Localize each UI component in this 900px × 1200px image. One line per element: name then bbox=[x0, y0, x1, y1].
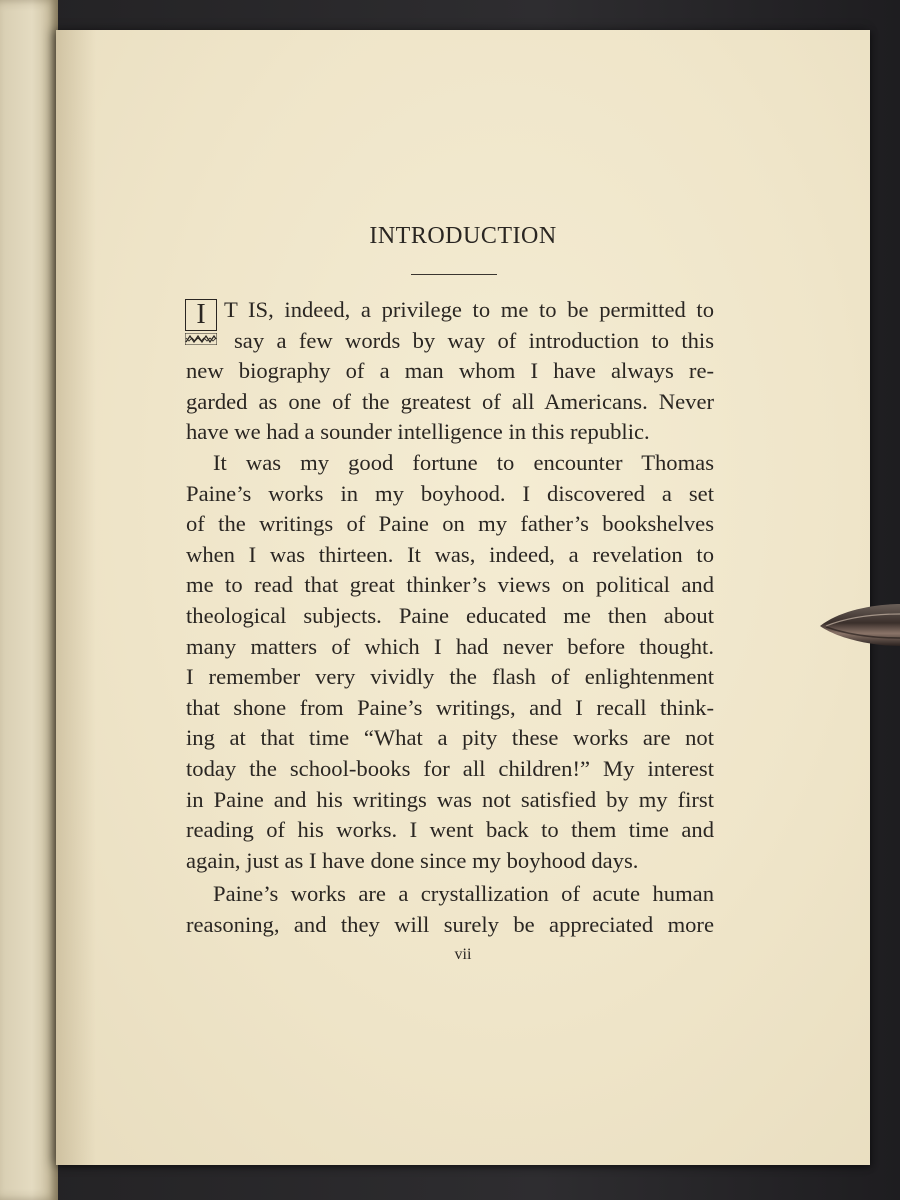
text-line: theological subjects. Paine educated me then about bbox=[186, 602, 714, 628]
text-line: me to read that great thinker’s views on political and bbox=[186, 572, 714, 598]
text-line: today the school-books for all children!” My interest bbox=[186, 755, 714, 781]
page-title: INTRODUCTION bbox=[369, 223, 557, 249]
text-line: I remember very vividly the flash of enlightenment bbox=[186, 664, 714, 690]
text-line: say a few words by way of introduction to this bbox=[234, 327, 714, 353]
text-line: Paine’s works in my boyhood. I discovered a set bbox=[186, 480, 714, 506]
text-line: new biography of a man whom I have always re- bbox=[186, 358, 714, 384]
text-line: reading of his works. I went back to them time and bbox=[186, 817, 714, 843]
text-line: ing at that time “What a pity these works are not bbox=[186, 725, 714, 751]
drop-cap-letter: I bbox=[185, 299, 217, 331]
text-line: in Paine and his writings was not satisfied by my first bbox=[186, 786, 714, 812]
text-line: reasoning, and they will surely be appreciated more bbox=[186, 911, 714, 937]
text-line: many matters of which I had never before thought. bbox=[186, 633, 714, 659]
text-line: have we had a sounder intelligence in this republic. bbox=[186, 419, 650, 445]
text-line: of the writings of Paine on my father’s bookshelves bbox=[186, 511, 714, 537]
page-number: vii bbox=[454, 946, 472, 963]
facing-page-edge bbox=[0, 0, 58, 1200]
pen-clip-icon bbox=[816, 600, 900, 650]
text-line: It was my good fortune to encounter Thomas bbox=[213, 449, 714, 475]
text-line: Paine’s works are a crystallization of acute human bbox=[213, 881, 714, 907]
text-line: that shone from Paine’s writings, and I recall think- bbox=[186, 694, 714, 720]
book-page bbox=[56, 30, 870, 1165]
text-line: when I was thirteen. It was, indeed, a revelation to bbox=[186, 541, 714, 567]
text-line: T IS, indeed, a privilege to me to be permitted to bbox=[224, 297, 714, 322]
title-rule bbox=[411, 274, 497, 275]
text-line: again, just as I have done since my boyhood days. bbox=[186, 847, 639, 873]
body-text bbox=[186, 295, 714, 940]
text-line: garded as one of the greatest of all Americans. Never bbox=[186, 388, 714, 414]
